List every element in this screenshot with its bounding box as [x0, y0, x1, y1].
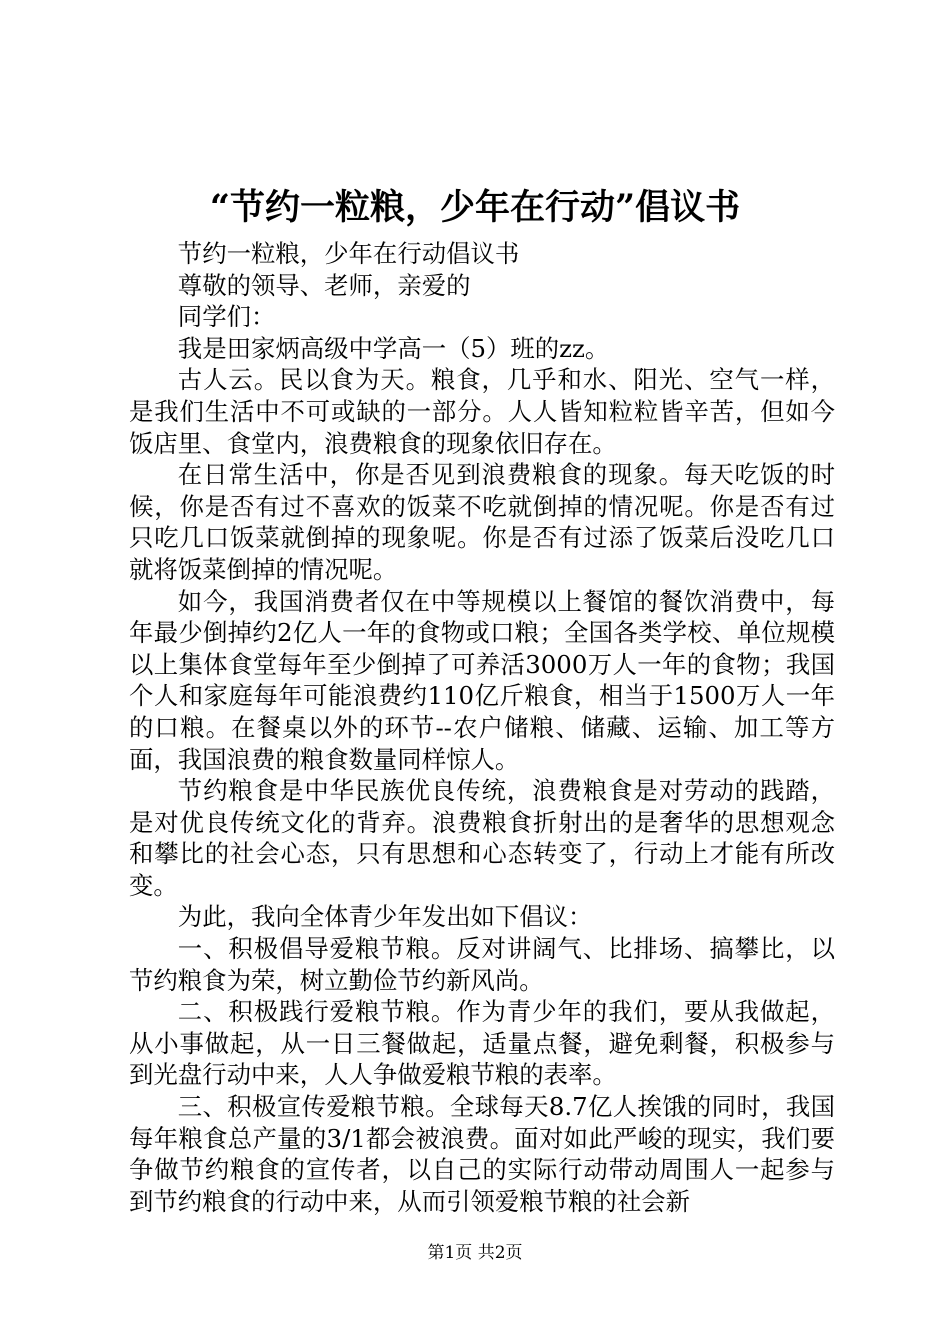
- paragraph: 如今，我国消费者仅在中等规模以上餐馆的餐饮消费中，每年最少倒掉约2亿人一年的食物或口粮；全国各类学校、单位规模以上集体食堂每年至少倒掉了可养活3000万人一年的食物；我国个人和家庭每年可能浪费约110亿斤粮食，相当于1500万人一年的口粮。在餐桌以外的环节--农户储粮、储藏、运输、加工等方面，我国浪费的粮食数量同样惊人。: [129, 586, 835, 774]
- paragraph-salutation-2: 同学们：: [177, 302, 276, 332]
- document-title: “节约一粒粮，少年在行动”倡议书: [209, 187, 741, 228]
- paragraph-subtitle: 节约一粒粮，少年在行动倡议书: [177, 239, 520, 268]
- proposal-item-3: 三、积极宣传爱粮节粮。全球每天8.7亿人挨饿的同时，我国每年粮食总产量的3/1都会被浪费。面对如此严峻的现实，我们要争做节约粮食的宣传者，以自己的实际行动带动周围人一起参与到节约粮食的行动中来，从而引领爱粮节粮的社会新: [129, 1092, 835, 1216]
- paragraph-introduction: 我是田家炳高级中学高一（5）班的zz。: [177, 333, 610, 363]
- document-body: [129, 238, 835, 1217]
- proposal-item-2: 二、积极践行爱粮节粮。作为青少年的我们，要从我做起，从小事做起，从一日三餐做起，适量点餐，避免剩餐，积极参与到光盘行动中来，人人争做爱粮节粮的表率。: [129, 997, 835, 1090]
- paragraph: 为此，我向全体青少年发出如下倡议：: [177, 902, 593, 932]
- paragraph-salutation-1: 尊敬的领导、老师，亲爱的: [177, 270, 471, 300]
- paragraph: 在日常生活中，你是否见到浪费粮食的现象。每天吃饭的时候，你是否有过不喜欢的饭菜不吃就倒掉的情况呢。你是否有过只吃几口饭菜就倒掉的现象呢。你是否有过添了饭菜后没吃几口就将饭菜倒掉的情况呢。: [129, 460, 835, 584]
- proposal-item-1: 一、积极倡导爱粮节粮。反对讲阔气、比排场、搞攀比，以节约粮食为荣，树立勤俭节约新风尚。: [129, 934, 835, 995]
- page-number-footer: 第1页 共2页: [427, 1243, 523, 1263]
- paragraph: 古人云。民以食为天。粮食，几乎和水、阳光、空气一样，是我们生活中不可或缺的一部分。人人皆知粒粒皆辛苦，但如今饭店里、食堂内，浪费粮食的现象依旧存在。: [129, 365, 835, 458]
- paragraph: 节约粮食是中华民族优良传统，浪费粮食是对劳动的践踏，是对优良传统文化的背弃。浪费粮食折射出的是奢华的思想观念和攀比的社会心态，只有思想和心态转变了，行动上才能有所改变。: [129, 776, 835, 900]
